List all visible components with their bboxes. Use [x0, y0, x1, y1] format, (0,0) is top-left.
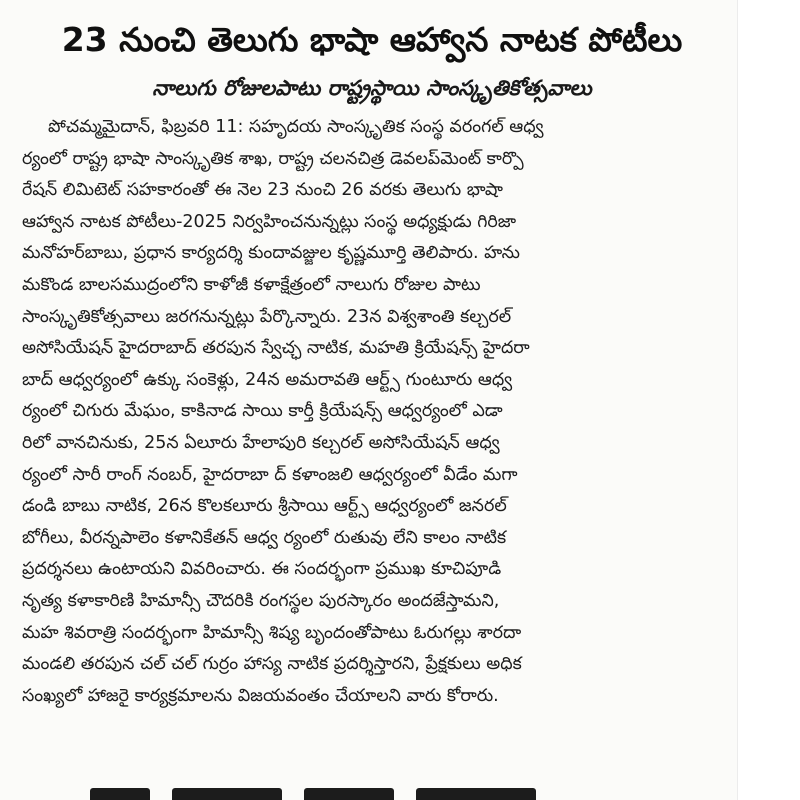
body-line: మనోహర్‌బాబు, ప్రధాన కార్యదర్శి కుందావజ్జుల కృష్ణమూర్తి తెలిపారు. హను	[22, 243, 520, 264]
body-line: ర్యంలో చిగురు మేఘం, కాకినాడ సాయి కార్తీ క్రియేషన్స్ ఆధ్వర్యంలో ఎడా	[22, 401, 503, 422]
article-subheadline: నాలుగు రోజులపాటు రాష్ట్రస్థాయి సాంస్కృతికోత్సవాలు	[152, 76, 592, 100]
body-line: నృత్య కళాకారిణి హిమాన్సీ చౌదరికి రంగస్థల పురస్కారం అందజేస్తామని,	[22, 590, 500, 611]
body-line: రేషన్ లిమిటెట్ సహకారంతో ఈ నెల 23 నుంచి 26 వరకు తెలుగు భాషా	[22, 180, 503, 201]
body-line: మహ శివరాత్రి సందర్భంగా హిమాన్సీ శిష్య బృందంతోపాటు ఓరుగల్లు శారదా	[22, 622, 522, 643]
body-line: సాంస్కృతికోత్సవాలు జరగనున్నట్లు పేర్కొన్నారు. 23న విశ్వశాంతి కల్చరల్	[22, 306, 512, 327]
next-article-cutoff	[90, 778, 630, 800]
cutoff-glyph	[172, 788, 282, 800]
news-article	[22, 10, 722, 800]
body-line: ఆహ్వాన నాటక పోటీలు-2025 నిర్వహించనున్నట్లు సంస్థ అధ్యక్షుడు గిరిజా	[22, 211, 517, 232]
body-line: రిలో వానచినుకు, 25న ఏలూరు హేలాపురి కల్చరల్ అసోసియేషన్ ఆధ్వ	[22, 432, 500, 453]
body-line: అసోసియేషన్ హైదరాబాద్ తరపున స్వేచ్ఛ నాటిక, మహతి క్రియేషన్స్ హైదరా	[22, 338, 530, 359]
article-headline: 23 నుంచి తెలుగు భాషా ఆహ్వాన నాటక పోటీలు	[61, 20, 683, 59]
body-line: డండి బాబు నాటిక, 26న కొలకలూరు శ్రీసాయి ఆర్ట్స్ ఆధ్వర్యంలో జనరల్	[22, 496, 507, 517]
body-line: మండలి తరపున చల్ చల్ గుర్రం హాస్య నాటిక ప్రదర్శిస్తారని, ప్రేక్షకులు అధిక	[22, 654, 522, 675]
cutoff-glyph	[416, 788, 536, 800]
body-line: ర్యంలో రాష్ట్ర భాషా సాంస్కృతిక శాఖ, రాష్ట్ర చలనచిత్ర డెవలప్‌మెంట్ కార్పొ	[22, 148, 524, 169]
body-line: ప్రదర్శనలు ఉంటాయని వివరించారు. ఈ సందర్భంగా ప్రముఖ కూచిపూడి	[22, 559, 502, 580]
body-line: మకొండ బాలసముద్రంలోని కాళోజీ కళాక్షేత్రంలో నాలుగు రోజుల పాటు	[22, 274, 481, 295]
body-line: బాద్ ఆధ్వర్యంలో ఉక్కు సంకెళ్లు, 24న అమరావతి ఆర్ట్స్ గుంటూరు ఆధ్వ	[22, 369, 513, 390]
page-margin	[737, 0, 800, 800]
cutoff-glyph	[304, 788, 394, 800]
cutoff-glyph	[90, 788, 150, 800]
body-line: ర్యంలో సారీ రాంగ్ నంబర్, హైదరాబా ద్ కళాంజలి ఆధ్వర్యంలో వీడేం మగా	[22, 464, 518, 485]
body-line: బోగీలు, వీరన్నపాలెం కళానికేతన్ ఆధ్వ ర్యంలో రుతువు లేని కాలం నాటిక	[22, 527, 507, 548]
body-line: సంఖ్యలో హాజరై కార్యక్రమాలను విజయవంతం చేయాలని వారు కోరారు.	[22, 685, 499, 706]
article-body	[22, 112, 722, 712]
body-line: పోచమ్మమైదాన్, ఫిబ్రవరి 11: సహృదయ సాంస్కృతిక సంస్థ వరంగల్ ఆధ్వ	[48, 117, 544, 137]
